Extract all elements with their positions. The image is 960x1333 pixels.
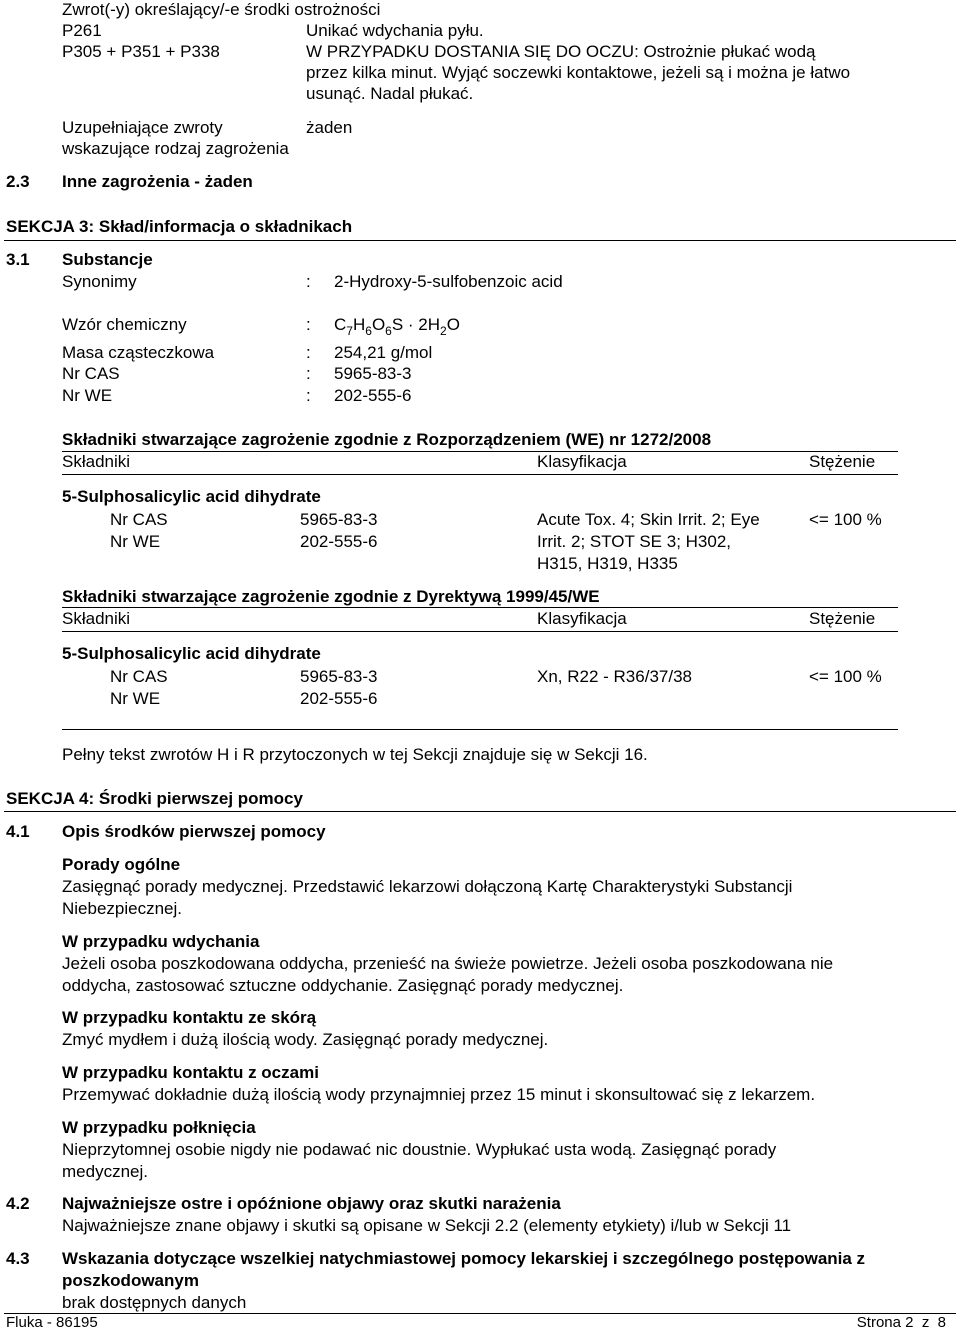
reg1-header-classification: Klasyfikacja bbox=[537, 452, 627, 471]
section-2-3-number: 2.3 bbox=[6, 172, 30, 191]
section-4-1-number: 4.1 bbox=[6, 822, 30, 841]
prop-sep: : bbox=[306, 343, 311, 362]
first-aid-general-line1: Zasięgnąć porady medycznej. Przedstawić lekarzowi dołączoną Kartę Charakterystyki Substancji bbox=[62, 877, 793, 896]
section-4-title: SEKCJA 4: Środki pierwszej pomocy bbox=[6, 789, 303, 808]
prop-label-cas: Nr CAS bbox=[62, 364, 120, 383]
reg1-header-rule-bottom bbox=[62, 474, 898, 475]
prop-value-cas: 5965-83-3 bbox=[334, 364, 412, 383]
footer-rule bbox=[4, 1313, 956, 1314]
footer-product-code: Fluka - 86195 bbox=[6, 1314, 98, 1331]
section-4-3-number: 4.3 bbox=[6, 1249, 30, 1268]
reg2-id-value-we: 202-555-6 bbox=[300, 689, 378, 708]
prop-value-mass: 254,21 g/mol bbox=[334, 343, 433, 362]
p-text-p261: Unikać wdychania pyłu. bbox=[306, 21, 484, 40]
reg1-classification-line2: Irrit. 2; STOT SE 3; H302, bbox=[537, 532, 731, 551]
reg1-classification-line1: Acute Tox. 4; Skin Irrit. 2; Eye bbox=[537, 510, 760, 529]
supplementary-value: żaden bbox=[306, 118, 353, 137]
p-text-p305-line3: usunąć. Nadal płukać. bbox=[306, 84, 474, 103]
reg2-classification: Xn, R22 - R36/37/38 bbox=[537, 667, 692, 686]
prop-label-we: Nr WE bbox=[62, 386, 113, 405]
reg1-concentration: <= 100 % bbox=[809, 510, 882, 529]
p-code-p261: P261 bbox=[62, 21, 102, 40]
chemical-formula: $C_7H_6O_6S \cdot 2H_2O$ bbox=[334, 315, 460, 338]
footer-page-number: Strona 2 z 8 bbox=[856, 1314, 946, 1331]
section-3-title: SEKCJA 3: Skład/informacja o składnikach bbox=[6, 217, 353, 236]
section-4-rule bbox=[4, 811, 956, 812]
reg2-id-label-we: Nr WE bbox=[110, 689, 161, 708]
first-aid-inhalation-line2: oddycha, zastosować sztuczne oddychanie. Zasięgnąć porady medycznej. bbox=[62, 976, 624, 995]
first-aid-skin-heading: W przypadku kontaktu ze skórą bbox=[62, 1008, 317, 1027]
reg2-component-name: 5-Sulphosalicylic acid dihydrate bbox=[62, 644, 321, 663]
section-4-3-text: brak dostępnych danych bbox=[62, 1293, 247, 1312]
reg2-header-rule-bottom bbox=[62, 631, 898, 632]
supplementary-label-line2: wskazujące rodzaj zagrożenia bbox=[62, 139, 289, 158]
first-aid-ingestion-heading: W przypadku połknięcia bbox=[62, 1118, 256, 1137]
prop-label-synonyms: Synonimy bbox=[62, 272, 137, 291]
supplementary-label-line1: Uzupełniające zwroty bbox=[62, 118, 223, 137]
first-aid-inhalation-heading: W przypadku wdychania bbox=[62, 932, 260, 951]
reg1-id-label-cas: Nr CAS bbox=[110, 510, 168, 529]
first-aid-skin-line1: Zmyć mydłem i dużą ilością wody. Zasięgnąć porady medycznej. bbox=[62, 1030, 549, 1049]
reg1-title: Składniki stwarzające zagrożenie zgodnie z Rozporządzeniem (WE) nr 1272/2008 bbox=[62, 430, 712, 449]
first-aid-ingestion-line1: Nieprzytomnej osobie nigdy nie podawać nic doustnie. Wypłukać usta wodą. Zasięgnąć porady bbox=[62, 1140, 777, 1159]
reg1-id-label-we: Nr WE bbox=[110, 532, 161, 551]
prop-label-formula: Wzór chemiczny bbox=[62, 315, 187, 334]
reg1-header-concentration: Stężenie bbox=[809, 452, 876, 471]
first-aid-general-line2: Niebezpiecznej. bbox=[62, 899, 183, 918]
prop-sep: : bbox=[306, 386, 311, 405]
prop-label-mass: Masa cząsteczkowa bbox=[62, 343, 215, 362]
prop-value-we: 202-555-6 bbox=[334, 386, 412, 405]
reg1-id-value-we: 202-555-6 bbox=[300, 532, 378, 551]
reg2-header-classification: Klasyfikacja bbox=[537, 609, 627, 628]
section-4-1-title: Opis środków pierwszej pomocy bbox=[62, 822, 326, 841]
reg2-title: Składniki stwarzające zagrożenie zgodnie z Dyrektywą 1999/45/WE bbox=[62, 587, 600, 606]
p-text-p305-line1: W PRZYPADKU DOSTANIA SIĘ DO OCZU: Ostrożnie płukać wodą bbox=[306, 42, 816, 61]
reg1-id-value-cas: 5965-83-3 bbox=[300, 510, 378, 529]
reg1-header-components: Składniki bbox=[62, 452, 131, 471]
reg2-header-rule-top bbox=[62, 607, 898, 608]
reg1-component-name: 5-Sulphosalicylic acid dihydrate bbox=[62, 487, 321, 506]
first-aid-general-heading: Porady ogólne bbox=[62, 855, 181, 874]
section-4-2-text: Najważniejsze znane objawy i skutki są opisane w Sekcji 2.2 (elementy etykiety) i/lub w Sekcji 11 bbox=[62, 1216, 792, 1235]
section-4-3-title-line1: Wskazania dotyczące wszelkiej natychmiastowej pomocy lekarskiej i szczególnego postępowania z bbox=[62, 1249, 866, 1268]
reg2-header-components: Składniki bbox=[62, 609, 131, 628]
section-3-1-number: 3.1 bbox=[6, 250, 30, 269]
section-3-footnote: Pełny tekst zwrotów H i R przytoczonych w tej Sekcji znajduje się w Sekcji 16. bbox=[62, 745, 648, 764]
section-2-3-title: Inne zagrożenia - żaden bbox=[62, 172, 253, 191]
section-3-rule bbox=[4, 240, 956, 241]
p-code-p305: P305 + P351 + P338 bbox=[62, 42, 220, 61]
prop-sep: : bbox=[306, 364, 311, 383]
first-aid-eyes-heading: W przypadku kontaktu z oczami bbox=[62, 1063, 319, 1082]
first-aid-inhalation-line1: Jeżeli osoba poszkodowana oddycha, przenieść na świeże powietrze. Jeżeli osoba poszkodowana nie bbox=[62, 954, 834, 973]
reg1-header-rule-top bbox=[62, 451, 898, 452]
first-aid-ingestion-line2: medycznej. bbox=[62, 1162, 148, 1181]
prop-sep: : bbox=[306, 272, 311, 291]
reg2-concentration: <= 100 % bbox=[809, 667, 882, 686]
section-4-2-title: Najważniejsze ostre i opóźnione objawy oraz skutki narażenia bbox=[62, 1194, 561, 1213]
reg2-header-concentration: Stężenie bbox=[809, 609, 876, 628]
prop-value-synonyms: 2-Hydroxy-5-sulfobenzoic acid bbox=[334, 272, 563, 291]
reg2-id-value-cas: 5965-83-3 bbox=[300, 667, 378, 686]
p-text-p305-line2: przez kilka minut. Wyjąć soczewki kontaktowe, jeżeli są i można je łatwo bbox=[306, 63, 851, 82]
prop-sep: : bbox=[306, 315, 311, 334]
section-3-1-title: Substancje bbox=[62, 250, 153, 269]
first-aid-eyes-line1: Przemywać dokładnie dużą ilością wody przynajmniej przez 15 minut i skonsultować się z lekarzem. bbox=[62, 1085, 816, 1104]
section-4-3-title-line2: poszkodowanym bbox=[62, 1271, 199, 1290]
reg2-id-label-cas: Nr CAS bbox=[110, 667, 168, 686]
section-4-2-number: 4.2 bbox=[6, 1194, 30, 1213]
reg1-classification-line3: H315, H319, H335 bbox=[537, 554, 678, 573]
precautionary-heading: Zwrot(-y) określający/-e środki ostrożności bbox=[62, 0, 381, 19]
reg2-table-rule-bottom bbox=[62, 729, 898, 730]
